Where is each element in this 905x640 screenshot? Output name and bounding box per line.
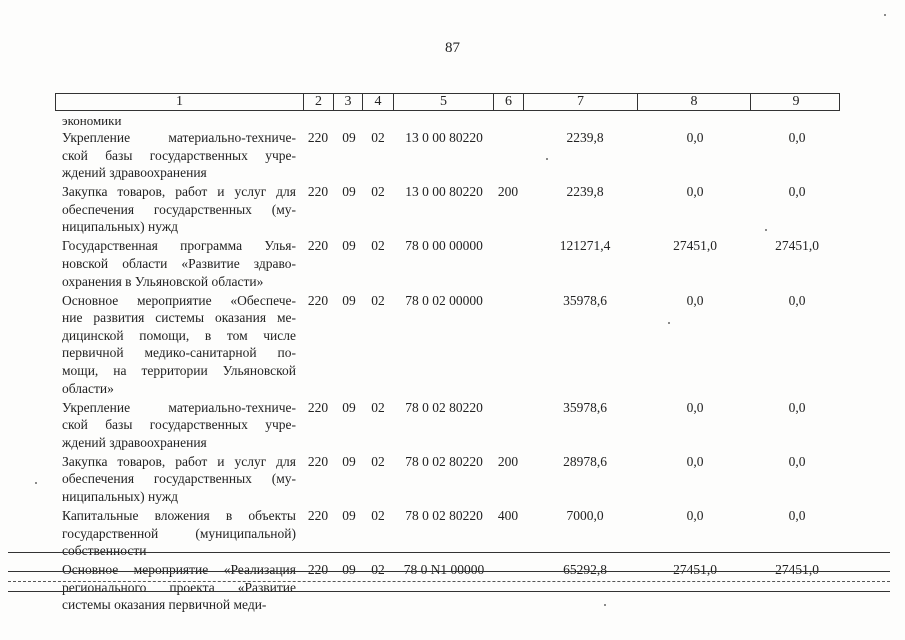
cell-c4: 02 [371,508,385,523]
scan-speck [668,322,670,324]
row-name-line: новской области «Развитие здраво- [62,255,296,271]
header-col-1: 1 [56,94,304,110]
cell-c3: 09 [342,184,356,200]
cell-c2: 220 [307,562,329,578]
cell-c8: 0,0 [686,184,704,200]
header-col-2: 2 [304,94,334,110]
scan-speck [765,229,767,231]
cell-c7: 7000,0 [566,508,604,523]
strike-line-1 [8,552,890,553]
table-row [0,292,905,398]
cell-c4: 02 [371,399,385,415]
table-row [0,453,905,506]
header-col-6: 6 [494,94,524,110]
cell-c3: 09 [342,399,356,415]
cell-c5: 78 0 02 80220 [405,399,483,415]
strike-line-3 [8,591,890,592]
row-name-line: Основное мероприятие «Реализация [62,562,296,578]
cell-c5: 78 0 02 00000 [405,292,483,308]
row-name-line: Основное мероприятие «Обеспече- [62,292,296,308]
cell-c5: 13 0 00 80220 [405,130,483,145]
cell-c9: 0,0 [788,399,806,415]
row-name-line: Закупка товаров, работ и услуг для [62,453,296,469]
cell-c3: 09 [342,130,356,145]
cell-c9: 27451,0 [775,238,819,254]
continued-text: экономики [62,113,122,128]
header-col-7: 7 [524,94,638,110]
scan-speck [604,604,606,606]
row-name-line: регионального проекта «Развитие [62,579,296,595]
cell-c2: 220 [307,399,329,415]
scan-speck [884,14,886,16]
row-name-line: Закупка товаров, работ и услуг для [62,184,296,200]
row-name-line: мощи, на территории Ульяновской [62,362,296,378]
row-name-line: собственности [62,543,147,559]
row-name [62,453,296,506]
row-name-line: государственной (муниципальной) [62,525,296,541]
cell-c2: 220 [307,453,329,469]
header-col-9: 9 [792,94,800,109]
cell-c8: 0,0 [686,399,704,415]
cell-c9: 0,0 [788,292,806,308]
row-name [62,237,296,290]
cell-c6: 200 [497,184,519,200]
cell-c8: 0,0 [686,292,704,308]
row-name [62,129,296,182]
row-name-line: ской базы государственных учре- [62,417,296,433]
row-name-line: ние развития системы оказания ме- [62,310,296,326]
header-col-3: 3 [334,94,363,110]
cell-c5: 78 0 00 00000 [405,238,483,254]
cell-c2: 220 [307,292,329,308]
row-name-line: дицинской помощи, в том числе [62,327,296,343]
table-row [0,561,905,614]
row-name-line: системы оказания первичной меди- [62,597,267,613]
row-name-line: ждений здравоохранения [62,165,207,181]
cell-c3: 09 [342,292,356,308]
row-name-line: обеспечения государственных (му- [62,201,296,217]
cell-c8: 0,0 [686,508,704,523]
cell-c3: 09 [342,508,356,523]
cell-c4: 02 [371,238,385,254]
cell-c5: 78 0 N1 00000 [403,562,485,578]
row-name-line: области» [62,380,114,396]
row-name-line: ской базы государственных учре- [62,147,296,163]
cell-c4: 02 [371,453,385,469]
cell-c4: 02 [371,292,385,308]
cell-c6: 400 [497,508,519,523]
cell-c7: 65292,8 [563,562,607,578]
row-name-line: Укрепление материально-техниче- [62,399,296,415]
table-row [0,399,905,452]
cell-c9: 27451,0 [775,562,819,578]
cell-c2: 220 [307,130,329,145]
header-col-5: 5 [394,94,494,110]
cell-c3: 09 [342,562,356,578]
cell-c3: 09 [342,453,356,469]
cell-c5: 78 0 02 80220 [405,453,483,469]
cell-c5: 13 0 00 80220 [405,184,483,200]
row-name-line: охранения в Ульяновской области» [62,273,264,289]
scan-dash-line [8,581,890,582]
cell-c3: 09 [342,238,356,254]
cell-c4: 02 [371,184,385,200]
row-name-line: ниципальных) нужд [62,488,179,504]
row-name-line: обеспечения государственных (му- [62,471,296,487]
cell-c2: 220 [307,508,329,523]
cell-c5: 78 0 02 80220 [405,508,483,523]
row-name [62,399,296,452]
row-name-line: ждений здравоохранения [62,434,207,450]
cell-c7: 2239,8 [566,184,604,200]
row-name-line: Капитальные вложения в объекты [62,508,296,523]
table-row [0,129,905,182]
cell-c7: 35978,6 [563,399,607,415]
row-name-line: первичной медико-санитарной по- [62,345,296,361]
cell-c9: 0,0 [788,130,806,145]
row-name [62,183,296,236]
cell-c7: 35978,6 [563,292,607,308]
header-col-8: 8 [638,94,751,110]
page-number: 87 [445,40,460,56]
table-row [0,183,905,236]
scan-speck [35,482,37,484]
cell-c8: 27451,0 [673,238,717,254]
cell-c7: 28978,6 [563,453,607,469]
row-name-line: Укрепление материально-техниче- [62,130,296,145]
table-row [0,237,905,290]
cell-c7: 2239,8 [566,130,604,145]
cell-c2: 220 [307,238,329,254]
header-col-4: 4 [363,94,394,110]
cell-c4: 02 [371,562,385,578]
cell-c9: 0,0 [788,184,806,200]
row-name [62,292,296,398]
cell-c2: 220 [307,184,329,200]
row-name [62,561,296,614]
cell-c8: 27451,0 [673,562,717,578]
cell-c8: 0,0 [686,130,704,145]
cell-c6: 200 [497,453,519,469]
cell-c7: 121271,4 [559,238,611,254]
scan-speck [546,158,548,160]
strike-line-2 [8,571,890,572]
table-header-row [55,93,840,111]
row-name-line: Государственная программа Улья- [62,238,296,254]
cell-c8: 0,0 [686,453,704,469]
row-name-line: ниципальных) нужд [62,219,179,235]
cell-c4: 02 [371,130,385,145]
cell-c9: 0,0 [788,453,806,469]
cell-c9: 0,0 [788,508,806,523]
